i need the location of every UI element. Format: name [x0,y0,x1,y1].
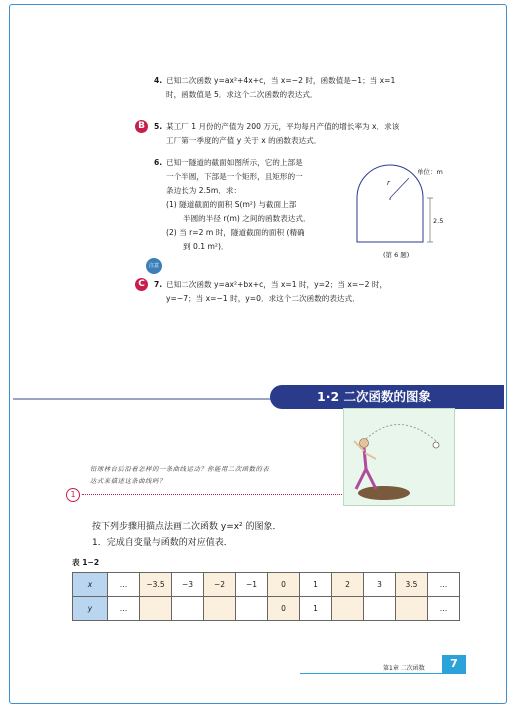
table-cell: … [108,597,140,621]
table-cell [236,597,268,621]
problem-6-line-2: 一个半圆，下部是一个矩形，且矩形的一 [166,172,303,181]
problem-5-line-2: 工厂第一季度的产值 y 关于 x 的函数表达式． [166,136,322,145]
table-cell [204,597,236,621]
table-cell: 1 [300,573,332,597]
problem-6-line-1: 已知一隧道的截面如图所示，它的上部是 [166,158,303,167]
footer-chapter: 第1章 二次函数 [383,665,425,672]
section-banner-edge [478,385,504,409]
problem-7-number: 7. [154,280,163,289]
value-table [72,572,460,621]
problem-4-line-1: 已知二次函数 y=ax²+4x+c，当 x=−2 时，函数值是−1；当 x=1 [166,76,396,85]
problem-6-line-3: 条边长为 2.5m．求： [166,186,242,195]
intro-question-line-1: 铅球林台后沿着怎样的一条曲线运动？你能用二次函数的表 [90,466,270,473]
table-header-x: x [73,573,108,597]
figure-unit-label: 单位：m [417,168,443,176]
level-c-badge: C [135,278,148,291]
problem-7-line-2: y=−7；当 x=−1 时，y=0．求这个二次函数的表达式． [166,294,360,303]
table-cell [396,597,428,621]
problem-4-number: 4. [154,76,163,85]
table-cell: −3.5 [140,573,172,597]
problem-5-number: 5. [154,122,163,131]
table-cell: … [428,573,460,597]
table-row-x [73,573,460,597]
table-cell: −2 [204,573,236,597]
table-cell: … [428,597,460,621]
table-cell: … [108,573,140,597]
table-cell: 2 [332,573,364,597]
table-cell: 1 [300,597,332,621]
section-title: 1·2 二次函数的图象 [270,385,478,409]
table-cell: 3.5 [396,573,428,597]
table-cell: 0 [268,597,300,621]
table-cell [172,597,204,621]
figure-radius-label: r [387,179,390,187]
problem-5-line-1: 某工厂 1 月份的产值为 200 万元，平均每月产值的增长率为 x．求该 [166,122,400,131]
table-header-y: y [73,597,108,621]
instruction-line-2: 1．完成自变量与函数的对应值表． [92,538,233,548]
table-cell [332,597,364,621]
table-cell: −3 [172,573,204,597]
problem-4-line-2: 时，函数值是 5．求这个二次函数的表达式． [166,90,318,99]
intro-question-line-2: 达式来描述这条曲线吗？ [90,478,166,485]
instruction-line-1: 按下列步骤用描点法画二次函数 y=x² 的图象． [92,522,282,532]
level-b-badge: B [135,120,148,133]
table-caption: 表 1−2 [72,558,100,567]
problem-6-number: 6. [154,158,163,167]
problem-7-line-1: 已知二次函数 y=ax²+bx+c，当 x=1 时，y=2；当 x=−2 时， [166,280,388,289]
section-divider-line [13,398,271,400]
table-cell: −1 [236,573,268,597]
dotted-guide-line [82,494,342,495]
table-row-y [73,597,460,621]
problem-6-line-7: 到 0.1 m²)． [183,242,229,251]
problem-6-line-4: (1) 隧道截面的面积 S(m²) 与截面上部 [166,200,297,209]
problem-6-line-6: (2) 当 r=2 m 时，隧道截面的面积 (精确 [166,228,305,237]
figure-caption: (第 6 题) [383,251,410,259]
table-cell: 3 [364,573,396,597]
table-cell: 0 [268,573,300,597]
shot-put-illustration [343,408,455,506]
table-cell [140,597,172,621]
page-number: 7 [442,655,466,673]
shot-put-athlete-icon [344,409,456,507]
problem-6-line-5: 半圆的半径 r(m) 之间的函数表达式． [183,214,311,223]
figure-height-label: 2.5 [433,217,444,225]
note-pin-icon: 注意 [146,258,162,274]
table-cell [364,597,396,621]
question-number-circle: 1 [66,488,80,502]
